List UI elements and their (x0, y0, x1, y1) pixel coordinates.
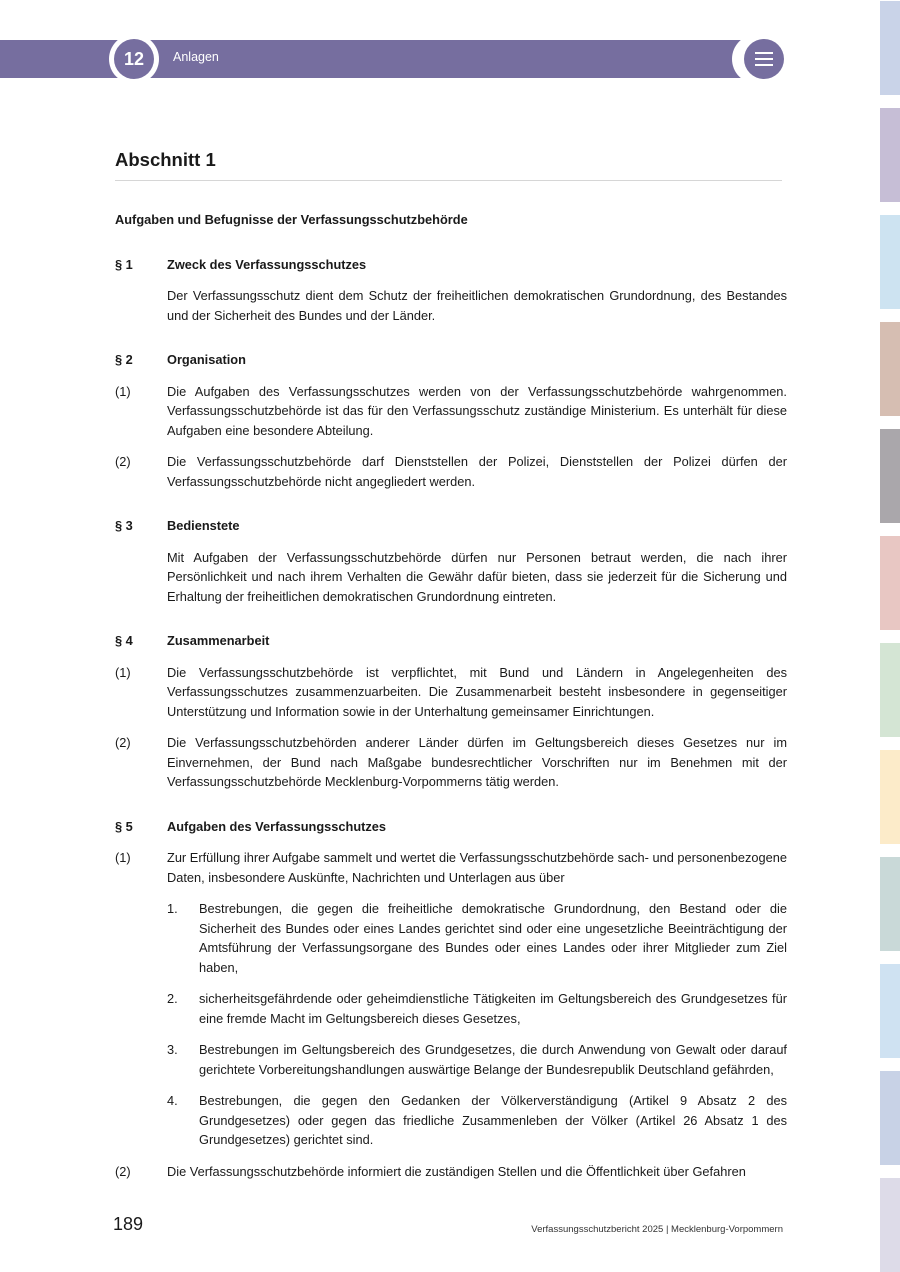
side-tab-9[interactable] (880, 857, 900, 951)
side-tab-7[interactable] (880, 643, 900, 737)
paragraph-title: Aufgaben des Verfassungsschutzes (167, 818, 387, 834)
paragraph-number: § 3 (115, 518, 133, 533)
side-tab-5[interactable] (880, 429, 900, 523)
clause-number: (1) (115, 383, 131, 399)
menu-button[interactable] (744, 39, 784, 79)
clause-number: (2) (115, 454, 131, 469)
paragraph-heading (115, 516, 787, 536)
list-item-text: Bestrebungen, die gegen die freiheitliche demokratische Grundordnung, den Bestand oder die Sicherheit des Bundes oder eines Landes gerichtet sind oder eine ungesetzliche Beeinträchtigung der Amtsführung der Verfassungsorgane des Bundes oder eines Landes oder ihrer Mitglieder zum Ziel haben, (199, 901, 787, 975)
chapter-side-tabs (880, 0, 900, 1272)
side-tab-12[interactable] (880, 1178, 900, 1272)
clause-text: Die Aufgaben des Verfassungsschutzes werden von der Verfassungsschutzbehörde wahrgenommen. Verfassungsschutzbehörde ist das für den Verfassungsschutz zuständige Ministerium. Es unterhält für diese Aufgaben eine besondere Abteilung. (167, 383, 787, 438)
side-tab-3[interactable] (880, 215, 900, 309)
side-tab-11[interactable] (880, 1071, 900, 1165)
list-item-number: 2. (167, 991, 178, 1006)
paragraph-number: § 5 (115, 818, 133, 834)
list-item-text: Bestrebungen, die gegen den Gedanken der Völkerverständigung (Artikel 9 Absatz 2 des Grundgesetzes) oder gegen das friedliche Zusammenleben der Völker (Artikel 26 Absatz 1 des Grundgesetzes) gerichtet sind. (199, 1093, 787, 1147)
paragraph-heading (115, 350, 787, 370)
paragraph-number: § 4 (115, 633, 133, 648)
clause-text: Die Verfassungsschutzbehörde ist verpflichtet, mit Bund und Ländern in Angelegenheiten des Verfassungsschutzes zusammenzuarbeiten. Die Zusammenarbeit besteht insbesondere in gegenseitiger Unterstützung und Information sowie in der Unterhaltung gemeinsamer Einrichtungen. (167, 664, 787, 719)
paragraph-heading (115, 817, 787, 837)
chapter-title: Anlagen (173, 50, 219, 64)
paragraph-title: Organisation (167, 352, 246, 367)
side-tab-2[interactable] (880, 108, 900, 202)
list-item-number: 1. (167, 901, 178, 916)
section-subtitle: Aufgaben und Befugnisse der Verfassungsschutzbehörde (115, 212, 468, 227)
list-item-text: sicherheitsgefährdende oder geheimdienstliche Tätigkeiten im Geltungsbereich des Grundgesetzes für eine fremde Macht im Geltungsbereich dieses Gesetzes, (199, 991, 787, 1026)
paragraph-title: Bedienstete (167, 518, 240, 533)
list-item-number: 4. (167, 1093, 178, 1108)
page-number: 189 (113, 1214, 144, 1234)
paragraph-text: Der Verfassungsschutz dient dem Schutz der freiheitlichen demokratischen Grundordnung, des Bestandes und der Sicherheit des Bundes und der Länder. (167, 288, 787, 323)
clause-text: Die Verfassungsschutzbehörde informiert die zuständigen Stellen und die Öffentlichkeit über Gefahren (167, 1163, 746, 1179)
section-divider (115, 180, 782, 181)
paragraph-number: § 1 (115, 256, 133, 272)
clause (115, 848, 787, 887)
list-item-number: 3. (167, 1042, 178, 1057)
side-tab-10[interactable] (880, 964, 900, 1058)
paragraph-heading (115, 631, 787, 651)
list-item-text: Bestrebungen im Geltungsbereich des Grundgesetzes, die durch Anwendung von Gewalt oder darauf gerichtete Vorbereitungshandlungen auswärtige Belange der Bundesrepublik Deutschland gefährden, (199, 1042, 787, 1077)
clause-text: Die Verfassungsschutzbehörden anderer Länder dürfen im Geltungsbereich dieses Gesetzes nur im Einvernehmen, der Bund nach Maßgabe bundesrechtlicher Vorschriften nur im Benehmen mit der Verfassungsschutzbehörde Mecklenburg-Vorpommerns tätig werden. (167, 735, 787, 789)
clause-number: (1) (115, 664, 131, 680)
list-item (167, 1091, 787, 1150)
clause (115, 1162, 787, 1182)
paragraph-number: § 2 (115, 352, 133, 367)
paragraph-heading (115, 255, 787, 275)
clause (115, 452, 787, 491)
list-item (167, 989, 787, 1028)
document-content (115, 145, 787, 1181)
paragraph-text: Mit Aufgaben der Verfassungsschutzbehörde dürfen nur Personen betraut werden, die nach ihrer Persönlichkeit und nach ihrem Verhalten die Gewähr dafür bieten, dass sie jederzeit für die Sicherung und Erhaltung der freiheitlichen demokratischen Grundordnung eintreten. (167, 549, 787, 604)
paragraph-title: Zweck des Verfassungsschutzes (167, 256, 367, 272)
side-tab-8[interactable] (880, 750, 900, 844)
clause-number: (2) (115, 735, 131, 750)
side-tab-4[interactable] (880, 322, 900, 416)
list-item (167, 899, 787, 977)
list-item (167, 1040, 787, 1079)
section-title: Abschnitt 1 (115, 149, 216, 170)
clause-text: Zur Erfüllung ihrer Aufgabe sammelt und wertet die Verfassungsschutzbehörde sach- und personenbezogene Daten, insbesondere Auskünfte, Nachrichten und Unterlagen aus über (167, 850, 787, 885)
clause (115, 382, 787, 441)
clause-number: (1) (115, 850, 131, 865)
clause (115, 663, 787, 722)
clause-number: (2) (115, 1163, 131, 1179)
clause (115, 733, 787, 792)
paragraph-title: Zusammenarbeit (167, 633, 270, 648)
chapter-number-badge: 12 (114, 39, 154, 79)
side-tab-6[interactable] (880, 536, 900, 630)
footer-text: Verfassungsschutzbericht 2025 | Mecklenburg-Vorpommern (531, 1224, 783, 1235)
side-tab-1[interactable] (880, 1, 900, 95)
clause-text: Die Verfassungsschutzbehörde darf Dienststellen der Polizei, Dienststellen der Polizei dürfen der Verfassungsschutzbehörde nicht angegliedert werden. (167, 454, 787, 489)
